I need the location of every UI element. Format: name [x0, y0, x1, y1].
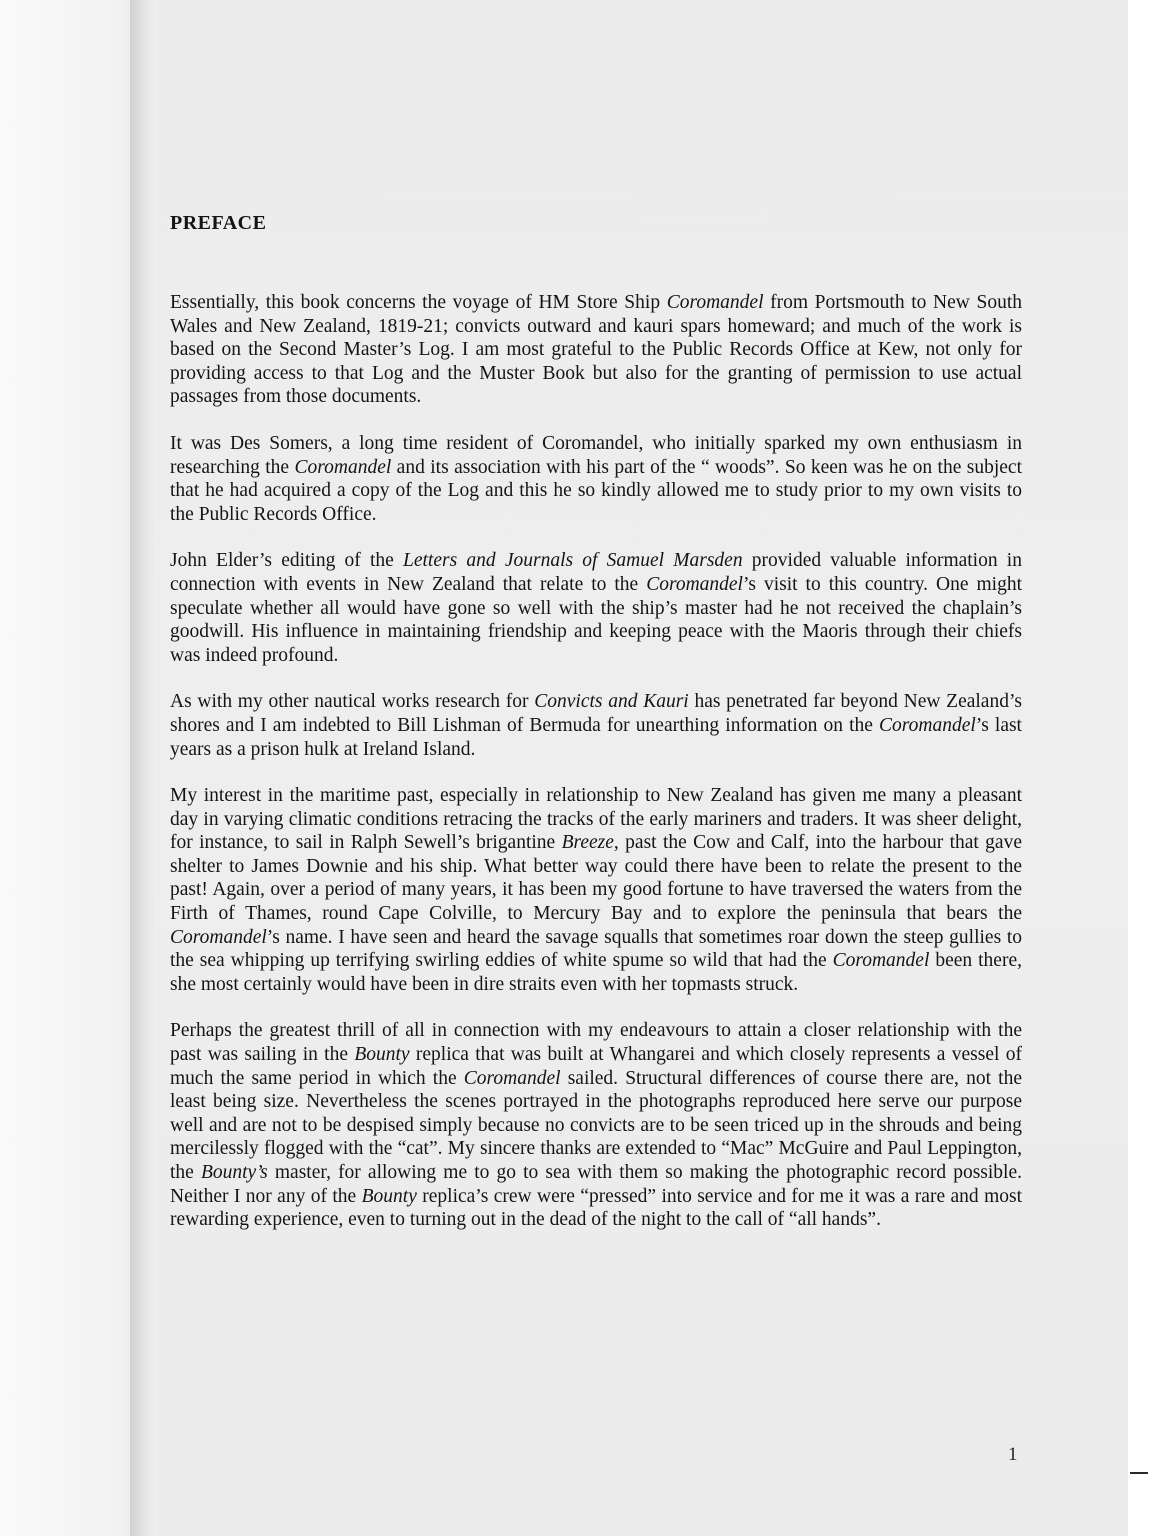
text-run: , past the Cow and Calf, into the harbour that gave shelter to James Downie and his ship. What better way could there have been to relate the present to the past! Again, over a period of many years, it has been my good fortune to have traversed the waters from the Firth of Thames, round Cape Colville, to Mercury Bay and to explore the peninsula that bears the: [170, 832, 1022, 925]
text-run: provided valuable information in connection with events in New Zealand that relate to the: [170, 550, 1022, 595]
text-run: Perhaps the greatest thrill of all in connection with my endeavours to attain a closer relationship with the past was sailing in the: [170, 1020, 1022, 1066]
text-run: ’s last years as a prison hulk at Ireland Island.: [170, 714, 1022, 760]
text-run: been there, she most certainly would have been in dire straits even with her topmasts struck.: [170, 950, 1022, 995]
italic-title: Bounty: [354, 1044, 410, 1066]
text-run: My interest in the maritime past, especially in relationship to New Zealand has given me many a pleasant day in varying climatic conditions retracing the tracks of the early mariners and traders. It was sheer delight, for instance, to sail in Ralph Sewell’s brigantine: [170, 785, 1022, 854]
italic-title: Coromandel: [170, 926, 267, 948]
page-number: 1: [1008, 1444, 1018, 1465]
paragraph: [170, 432, 1022, 526]
background-margin: [1128, 0, 1152, 1536]
paragraph: [170, 1019, 1022, 1231]
text-run: Essentially, this book concerns the voyage of HM Store Ship: [170, 292, 667, 313]
text-run: It was Des Somers, a long time resident of Coromandel, who initially sparked my own enthusiasm in researching the: [170, 432, 1022, 478]
book-page: [158, 0, 1128, 1536]
italic-title: Coromandel: [879, 714, 976, 736]
italic-title: Coromandel: [666, 292, 764, 313]
facing-page-edge: [0, 0, 150, 1536]
text-run: John Elder’s editing of the: [170, 550, 404, 572]
text-run: replica that was built at Whangarei and which closely represents a vessel of much the same period in which the: [170, 1044, 1022, 1089]
text-run: ’s visit to this country. One might speculate whether all would have gone so well with the ship’s master had he not received the chaplain’s goodwill. His influence in maintaining friendship and keeping peace with the Maoris through their chiefs was indeed profound.: [170, 573, 1023, 666]
italic-title: Letters and Journals of Samuel Marsden: [403, 550, 743, 572]
text-run: and its association with his part of the “ woods”. So keen was he on the subject that he had acquired a copy of the Log and this he so kindly allowed me to study prior to my own visits to the Public Records Office.: [170, 456, 1022, 525]
preface-body: [170, 291, 1022, 1232]
italic-title: Coromandel: [832, 950, 930, 972]
text-run: master, for allowing me to go to sea with them so making the photographic record possible. Neither I nor any of the: [170, 1162, 1022, 1207]
text-run: from Portsmouth to New South Wales and New Zealand, 1819-21; convicts outward and kauri spars homeward; and much of the work is based on the Second Master’s Log. I am most grateful to the Public Records Office at Kew, not only for providing access to that Log and the Muster Book but also for the granting of permission to use actual passages from those documents.: [170, 292, 1023, 408]
text-run: As with my other nautical works research for: [170, 691, 535, 713]
italic-title: Breeze: [561, 832, 614, 854]
italic-title: Coromandel: [463, 1067, 561, 1089]
text-run: sailed. Structural differences of course there are, not the least being size. Nevertheless the scenes portrayed in the photographs reproduced here serve our purpose well and are not to be despised simply because no convicts are to be seen triced up in the shrouds and being mercilessly flogged with the “cat”. My sincere thanks are extended to “Mac” McGuire and Paul Leppington, the: [170, 1067, 1022, 1183]
italic-title: Bounty: [361, 1185, 417, 1207]
text-run: replica’s crew were “pressed” into service and for me it was a rare and most rewarding experience, even to turning out in the dead of the night to the call of “all hands”.: [170, 1185, 1022, 1231]
italic-title: Convicts and Kauri: [534, 691, 689, 713]
book-gutter: [130, 0, 160, 1536]
paragraph: [170, 291, 1022, 409]
background-mark: [1130, 1472, 1148, 1474]
paragraph: [170, 784, 1022, 996]
italic-title: Coromandel: [294, 456, 392, 478]
italic-title: Bounty’s: [200, 1162, 268, 1183]
page-heading: PREFACE: [170, 212, 267, 234]
paragraph: [170, 549, 1022, 667]
text-run: ’s name. I have seen and heard the savage squalls that sometimes roar down the steep gullies to the sea whipping up terrifying swirling eddies of white spume so wild that had the: [170, 926, 1022, 972]
page-content: [170, 212, 1022, 1255]
text-run: has penetrated far beyond New Zealand’s shores and I am indebted to Bill Lishman of Bermuda for unearthing information on the: [170, 691, 1022, 736]
italic-title: Coromandel: [646, 573, 743, 595]
paragraph: [170, 690, 1022, 761]
